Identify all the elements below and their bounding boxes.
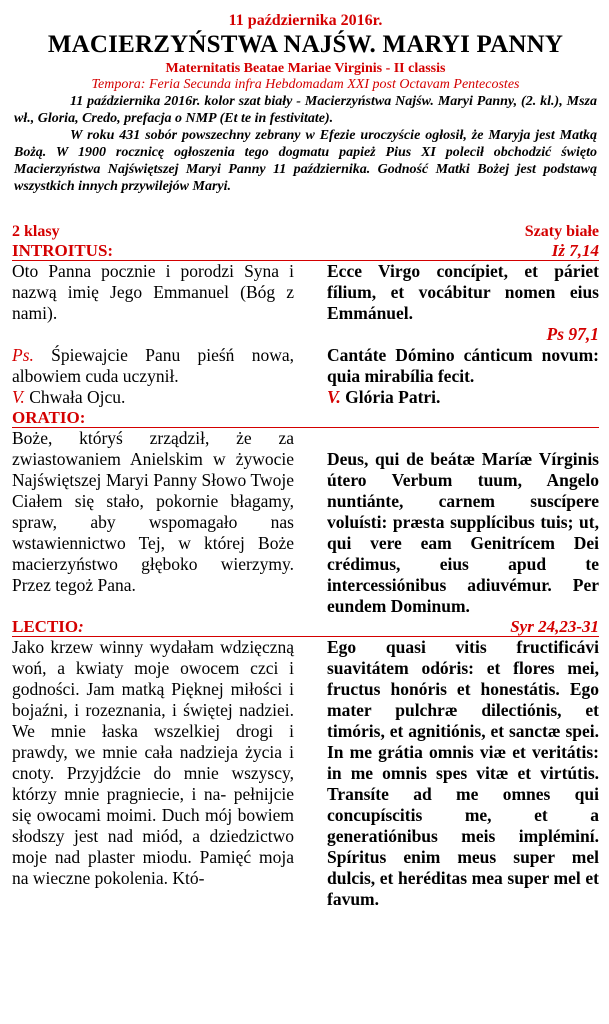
intro-paragraph-2: W roku 431 sobór powszechny zebrany w Efezie uroczyście ogłosił, że Maryja jest Matką Bożą. W 1900 rocznicę ogłoszenia tego dogmatu papież Pius XI polecił obchodzić święto Macierzyństwa Najświętszej Maryi Panny 11 października. Godność Matki Bożej jest podstawą wszystkich innych przywilejów Maryi. <box>14 128 597 194</box>
introitus-psalm-latin: Cantáte Dómino cánticum novum: quia mirabília fecit. <box>327 345 599 386</box>
versicle-mark-latin: V. <box>327 387 341 407</box>
oratio-polish <box>12 428 294 617</box>
introitus-label: INTROITUS: <box>12 241 114 260</box>
latin-subtitle: Maternitatis Beatae Mariae Virginis - II classis <box>165 61 446 76</box>
lectio-title <box>12 617 84 636</box>
psalm-reference: Ps 97,1 <box>546 324 599 344</box>
introitus-latin <box>327 261 599 408</box>
intro-paragraph-1: 11 października 2016r. kolor szat biały - Macierzyństwa Najśw. Maryi Panny, (2. kl.), Msza wł., Gloria, Credo, prefacja o NMP (Et te in festivitate). <box>14 94 597 126</box>
introitus-columns <box>12 261 599 408</box>
lectio-label: LECTIO <box>12 617 79 636</box>
lectio-polish <box>12 637 294 910</box>
lectio-columns <box>12 637 599 910</box>
versicle-mark: V. <box>12 387 25 407</box>
oratio-latin <box>327 428 599 617</box>
introitus-versicle-polish <box>12 387 294 408</box>
introitus-reference: Iż 7,14 <box>551 241 599 260</box>
intro-block <box>12 93 599 195</box>
header-date: 11 października 2016r. <box>228 12 383 29</box>
lectio-polish-text: Jako krzew winny wydałam wdzięczną woń, a kwiaty moje owocem czci i godności. Jam matką Pięknej miłości i bojaźni, i rozeznania, i świętej nadziei. We mnie łaska wszelkiej drogi i prawdy, we mnie cała nadzieja życia i cnoty. Przyjdźcie do mnie wszyscy, którzy mnie pragniecie, i na- pełnijcie się owocami moimi. Duch mój bowiem słodszy jest nad miód, a dziedzictwo moje nad plaster miodu. Pamięć moja na wieczne pokolenia. Któ- <box>12 637 294 888</box>
introitus-polish <box>12 261 294 408</box>
lectio-latin-text: Ego quasi vitis fructificávi suavitátem odóris: et flores mei, fructus honóris et honestátis. Ego mater pulchræ dilectiónis, et timóris, et agnitiónis, et sanctæ spei. In me grátia omnis viæ et veritátis: in me omnis spes vitæ et virtútis. Transíte ad me omnes qui concupíscitis me, et a generatiónibus meis impléminí. Spíritus enim meus super mel dulcis, et heréditas mea super mel et favum. <box>327 637 599 909</box>
introitus-latin-text: Ecce Virgo concípiet, et páriet fílium, et vocábitur nomen eius Emmánuel. <box>327 261 599 323</box>
oratio-header <box>12 408 599 428</box>
psalm-mark: Ps. <box>12 345 34 365</box>
tempora-line: Tempora: Feria Secunda infra Hebdomadam XXI post Octavam Pentecostes <box>91 77 520 92</box>
oratio-columns <box>12 428 599 617</box>
introitus-polish-text: Oto Panna pocznie i porodzi Syna i nazwą imię Jego Emmanuel (Bóg z nami). <box>12 261 294 323</box>
introitus-psalm-polish <box>12 345 294 387</box>
introitus-psalm-polish-text: Śpiewajcie Panu pieśń nowa, albowiem cuda uczynił. <box>12 345 294 386</box>
lectio-reference: Syr 24,23-31 <box>510 617 599 636</box>
vestment-color-label: Szaty białe <box>524 223 599 240</box>
oratio-latin-text: Deus, qui de beátæ Maríæ Vírginis útero Verbum tuum, Angelo nuntiánte, carnem suscípere voluísti: præsta supplícibus tuis; ut, qui vere eam Genitrícem Dei crédimus, eius apud te intercessiónibus adiuvémur. Per eundem Dominum. <box>327 449 599 616</box>
page <box>12 0 599 910</box>
introitus-versicle-polish-text: Chwała Ojcu. <box>29 387 126 407</box>
introitus-versicle-latin-text: Glória Patri. <box>345 387 441 407</box>
lectio-latin <box>327 637 599 910</box>
page-title: MACIERZYŃSTWA NAJŚW. MARYI PANNY <box>47 31 564 58</box>
oratio-polish-text: Boże, któryś zrządził, że za zwiastowaniem Anielskim w żywocie Najświętszej Maryi Panny Słowo Twoje Ciałem się stało, pokornie błagamy, spraw, aby wspomagało nas wstawiennictwo Tej, w której Boże macierzyństwo głęboko wierzymy. Przez tegoż Pana. <box>12 428 294 595</box>
introitus-header <box>12 241 599 261</box>
class-row <box>12 223 599 241</box>
introitus-versicle-latin <box>327 387 599 408</box>
lectio-colon: : <box>78 617 84 636</box>
oratio-label: ORATIO: <box>12 408 86 427</box>
lectio-header <box>12 617 599 637</box>
class-label: 2 klasy <box>12 223 60 240</box>
